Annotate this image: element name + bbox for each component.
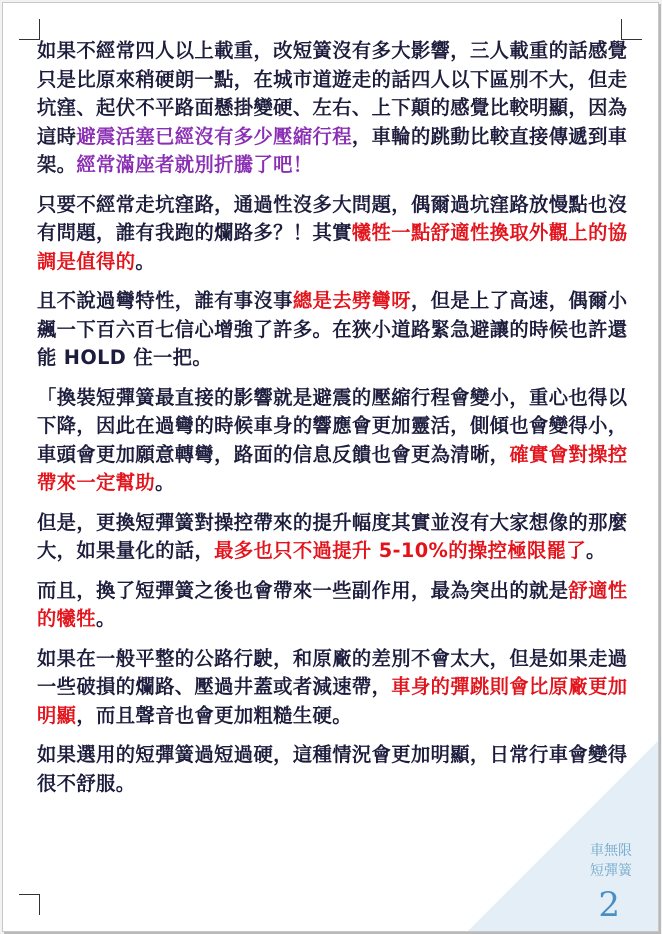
text-run: 而且，換了短彈簧之後也會帶來一些副作用，最為突出的就是 xyxy=(37,578,569,602)
highlighted-text-run: 舒適性的犧牲 xyxy=(37,578,628,630)
text-run: 但是，更換短彈簧對操控帶來的提升幅度其實並沒有大家想像的那麼大，如果量化的話， xyxy=(37,510,628,562)
page-number: 2 xyxy=(598,885,620,925)
document-body xyxy=(37,37,629,809)
paragraph xyxy=(37,509,629,566)
text-run: 。 xyxy=(586,539,606,562)
highlighted-text-run: 經常滿座者就別折騰了吧！ xyxy=(76,153,313,176)
document-page xyxy=(2,2,659,932)
paragraph xyxy=(37,191,629,277)
footer-brand xyxy=(590,841,632,881)
text-run: 。 xyxy=(135,249,156,273)
text-run: 。 xyxy=(96,607,116,630)
text-run: ，車輪的跳動比較直接傳遞到車架。 xyxy=(37,124,628,176)
text-run: 。 xyxy=(155,471,175,494)
highlighted-text-run: 確實會對操控帶來一定幫助 xyxy=(37,442,628,494)
text-run: 且不說過彎特性，誰有事沒事 xyxy=(37,289,293,312)
text-run: 只要不經常走坑窪路，通過性沒多大問題，偶爾過坑窪路放慢點也沒有問題，誰有我跑的爛路多？！其實 xyxy=(37,192,628,244)
paragraph xyxy=(37,577,629,634)
highlighted-text-run: 避震活塞已經沒有多少壓縮行程 xyxy=(76,124,352,148)
text-run: ，但是上了高速，偶爾小飆一下百六百七信心增強了許多。在狹小道路緊急避讓的時候也許還能 HOLD 住一把。 xyxy=(37,289,628,369)
footer-brand-line2: 短彈簧 xyxy=(590,863,632,879)
highlighted-text-run: 車身的彈跳則會比原廠更加明顯 xyxy=(37,675,628,727)
highlighted-text-run: 最多也只不過提升 5-10%的操控極限罷了 xyxy=(214,539,587,562)
crop-mark-bottom-left xyxy=(19,894,40,915)
text-run: 如果在一般平整的公路行駛，和原廠的差別不會太大，但是如果走過一些破損的爛路、壓過井蓋或者減速帶， xyxy=(37,646,628,698)
footer-brand-line1: 車無限 xyxy=(590,843,632,859)
highlighted-text-run: 犧牲一點舒適性換取外觀上的協調是值得的 xyxy=(37,221,628,273)
text-run: 如果選用的短彈簧過短過硬，這種情況會更加明顯，日常行車會變得很不舒服。 xyxy=(37,743,628,795)
text-run: ，而且聲音也會更加粗糙生硬。 xyxy=(76,703,352,727)
highlighted-text-run: 總是去劈彎呀 xyxy=(292,289,411,312)
text-run: 如果不經常四人以上載重，改短簧沒有多大影響，三人載重的話感覺只是比原來稍硬朗一點，在城市道遊走的話四人以下區別不大，但走坑窪、起伏不平路面懸掛變硬、左右、上下顛的感覺比較明顯，因為這時 xyxy=(37,39,628,148)
text-run: 「換裝短彈簧最直接的影響就是避震的壓縮行程會變小，重心也得以下降，因此在過彎的時候車身的響應會更加靈活，側傾也會變得小，車頭會更加願意轉彎，路面的信息反饋也會更為清晰， xyxy=(37,385,628,466)
paragraph xyxy=(37,384,629,498)
paragraph xyxy=(37,287,629,373)
paragraph xyxy=(37,37,629,180)
paragraph xyxy=(37,645,629,731)
paragraph xyxy=(37,741,629,798)
